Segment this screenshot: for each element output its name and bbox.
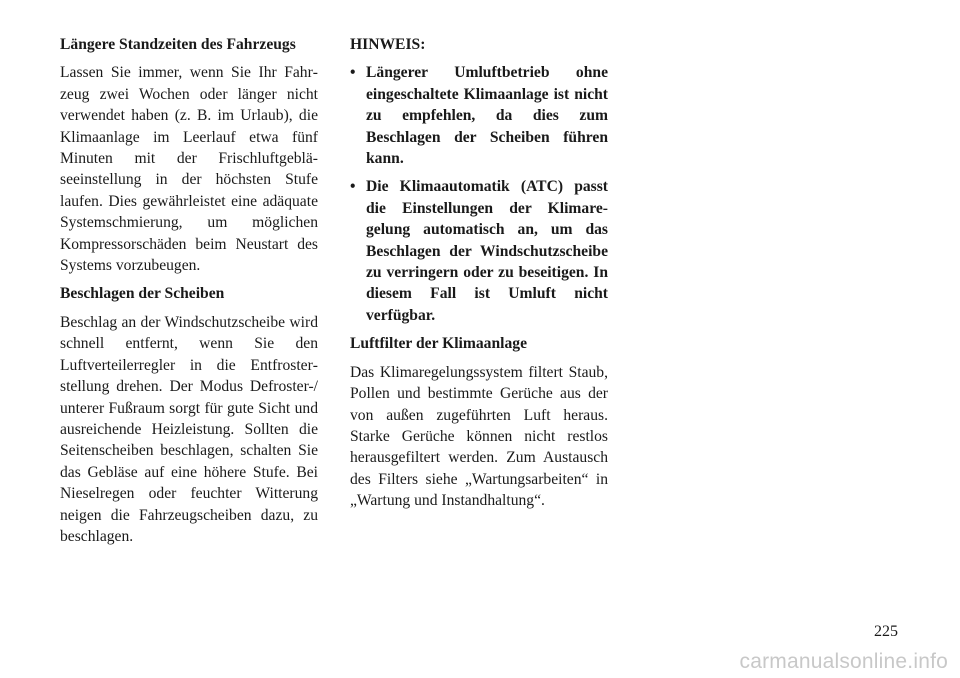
left-column: [60, 34, 318, 554]
bullet-icon: •: [350, 178, 356, 196]
paragraph-window-fogging: Beschlag an der Windschutzscheibe wird schnell entfernt, wenn Sie den Luftverteilerregler in die Entfrosterstellung drehen. Der Modus Defroster-/ unterer Fußraum sorgt für gute Sicht und ausreichende Heizleistung. Sollten die Seitenscheiben beschlagen, schalten Sie das Gebläse auf eine höhere Stufe. Bei Nieselregen oder feuchter Witterung neigen die Fahrzeugscheiben dazu, zu beschlagen.: [60, 313, 318, 545]
list-item: [350, 176, 608, 326]
paragraph-air-filter: Das Klimaregelungssystem filtert Staub, Pollen und bestimmte Gerüche aus der von außen zugeführten Luft heraus. Starke Gerüche können nicht restlos herausgefiltert werden. Zum Austausch des Filters siehe „Wartungsarbeiten“ in „Wartung und Instandhaltung“.: [350, 363, 608, 510]
watermark: carmanualsonline.info: [739, 650, 948, 673]
bullet-text: Längerer Umluftbetrieb ohne eingeschaltete Klimaanlage ist nicht zu empfehlen, da dies zum Beschlagen der Scheiben führen kann.: [366, 64, 608, 168]
paragraph-long-standstill: Lassen Sie immer, wenn Sie Ihr Fahrzeug zwei Wochen oder länger nicht verwendet haben (z. B. im Urlaub), die Klimaanlage im Leerlauf etwa fünf Minuten mit der Frischluftgebläseeinstellung in der höchsten Stufe laufen. Dies gewährleistet eine adäquate Systemschmierung, um möglichen Kompressorschäden beim Neustart des Systems vorzubeugen.: [60, 64, 318, 275]
section-heading-window-fogging: Beschlagen der Scheiben: [60, 285, 225, 303]
section-heading-long-standstill: Längere Standzeiten des Fahrzeugs: [60, 36, 296, 53]
note-bullet-list: [350, 62, 608, 326]
right-column: [350, 34, 608, 519]
page-number: 225: [874, 623, 898, 640]
section-heading-air-filter: Luftfilter der Klimaanlage: [350, 335, 527, 353]
list-item: [350, 62, 608, 169]
bullet-text: Die Klimaautomatik (ATC) passt die Einstellungen der Klimaregelung automatisch an, um das Beschlagen der Windschutzscheibe zu verringern oder zu beseitigen. In diesem Fall ist Umluft nicht verfügbar.: [366, 178, 608, 324]
bullet-icon: •: [350, 64, 356, 82]
note-heading: HINWEIS:: [350, 36, 426, 53]
